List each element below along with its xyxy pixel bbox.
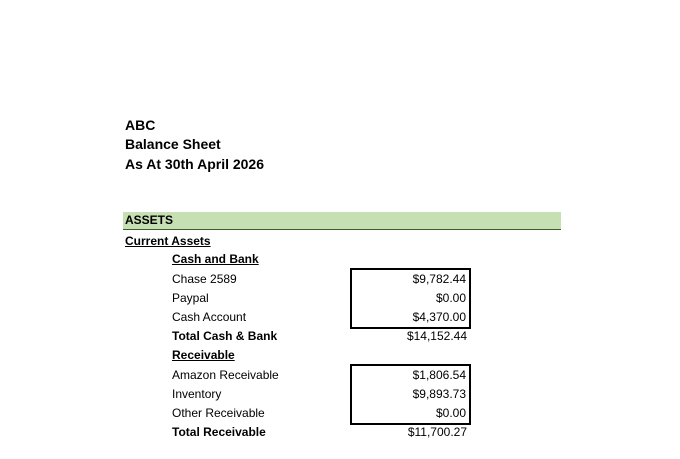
cash-item-label: Cash Account <box>172 310 247 324</box>
cash-item-label: Paypal <box>172 291 209 305</box>
total-cash-and-bank-value: $14,152.44 <box>406 329 467 343</box>
cash-item-value: $9,782.44 <box>412 272 466 286</box>
receivable-heading: Receivable <box>172 348 235 362</box>
report-date: As At 30th April 2026 <box>125 156 265 172</box>
receivable-item-value: $1,806.54 <box>412 368 466 382</box>
cash-item-value: $0.00 <box>435 291 466 305</box>
cash-item-label: Chase 2589 <box>172 272 237 286</box>
total-cash-and-bank-label: Total Cash & Bank <box>172 329 278 343</box>
total-receivable-label: Total Receivable <box>172 425 266 439</box>
receivable-item-label: Amazon Receivable <box>172 368 279 382</box>
receivable-item-value: $9,893.73 <box>412 387 466 401</box>
assets-section-header <box>123 212 561 230</box>
cash-and-bank-values-box <box>350 268 471 329</box>
receivable-item-label: Inventory <box>172 387 222 401</box>
current-assets-heading: Current Assets <box>125 234 211 248</box>
total-receivable-value: $11,700.27 <box>407 425 467 439</box>
report-title: Balance Sheet <box>125 136 221 152</box>
receivable-item-value: $0.00 <box>435 406 466 420</box>
receivable-item-label: Other Receivable <box>172 406 265 420</box>
cash-item-value: $4,370.00 <box>412 310 466 324</box>
receivable-values-box <box>350 364 471 425</box>
assets-heading: ASSETS <box>125 213 174 227</box>
company-name: ABC <box>125 117 156 133</box>
cash-and-bank-heading: Cash and Bank <box>172 252 259 266</box>
